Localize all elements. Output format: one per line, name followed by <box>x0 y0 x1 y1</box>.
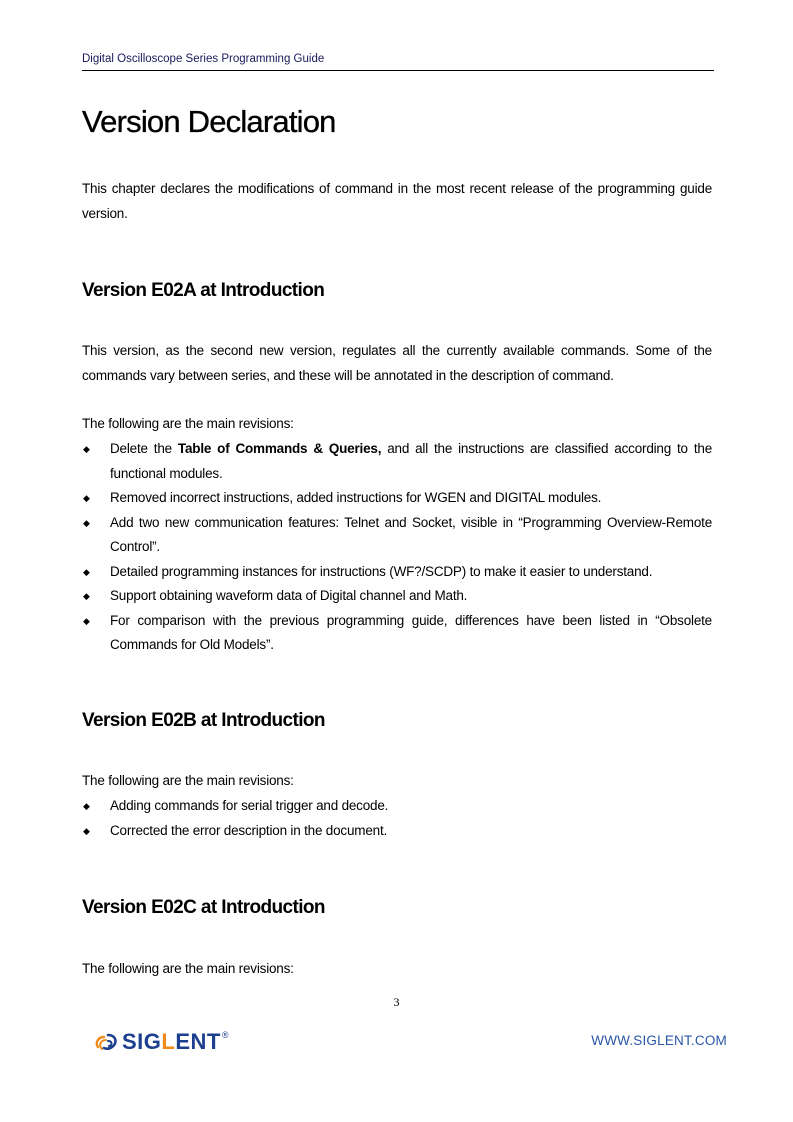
page-header <box>82 51 714 71</box>
section-e02a-revisions-list <box>82 437 712 658</box>
section-heading-e02b: Version E02B at Introduction <box>82 710 325 731</box>
section-e02c-list-intro: The following are the main revisions: <box>82 961 294 976</box>
section-heading-e02c: Version E02C at Introduction <box>82 897 325 918</box>
bullet-diamond-icon: ◆ <box>83 517 90 528</box>
section-e02b-revisions-list <box>82 794 712 843</box>
siglent-swirl-icon <box>94 1031 120 1053</box>
siglent-logo <box>94 1029 229 1055</box>
intro-paragraph: This chapter declares the modifications of command in the most recent release of the programming guide version. <box>82 181 712 221</box>
list-item <box>82 511 712 560</box>
list-item <box>82 560 712 585</box>
list-item-bold-term: Table of Commands & Queries, <box>177 441 382 456</box>
section-e02b-list-intro: The following are the main revisions: <box>82 773 294 788</box>
list-item-text: Support obtaining waveform data of Digital channel and Math. <box>110 588 468 603</box>
list-item-text: Detailed programming instances for instructions (WF?/SCDP) to make it easier to understand. <box>110 563 653 579</box>
page-title: Version Declaration <box>82 104 336 139</box>
list-item <box>82 584 712 609</box>
list-item <box>82 486 712 511</box>
bullet-diamond-icon: ◆ <box>83 566 90 577</box>
header-title: Digital Oscilloscope Series Programming Guide <box>82 53 325 65</box>
section-e02a-paragraph: This version, as the second new version, regulates all the currently available commands. Some of the commands vary between series, and these will be annotated in the description of command. <box>82 343 712 383</box>
bullet-diamond-icon: ◆ <box>83 615 90 626</box>
section-heading-e02a: Version E02A at Introduction <box>82 280 325 301</box>
list-item-text: Add two new communication features: Telnet and Socket, visible in “Programming Overview-Remote Control”. <box>110 514 712 554</box>
bullet-diamond-icon: ◆ <box>83 801 90 811</box>
section-e02a-list-intro: The following are the main revisions: <box>82 416 294 431</box>
bullet-diamond-icon: ◆ <box>83 493 90 503</box>
list-item <box>82 609 712 658</box>
list-item-prefix: Delete the <box>110 441 178 456</box>
page-number: 3 <box>393 995 400 1009</box>
logo-wordmark: SIGLENT <box>122 1029 221 1054</box>
registered-mark: ® <box>221 1030 229 1040</box>
list-item-text: Corrected the error description in the document. <box>110 822 388 838</box>
list-item <box>82 437 712 486</box>
list-item-suffix: and all the instructions are classified according to the functional modules. <box>110 441 712 481</box>
footer-website-link[interactable]: WWW.SIGLENT.COM <box>591 1033 727 1048</box>
bullet-diamond-icon: ◆ <box>83 825 90 836</box>
list-item-text: For comparison with the previous programming guide, differences have been listed in “Obsolete Commands for Old Models”. <box>110 612 712 652</box>
list-item-text: Adding commands for serial trigger and decode. <box>110 798 389 813</box>
list-item <box>82 794 712 819</box>
list-item <box>82 819 712 844</box>
bullet-diamond-icon: ◆ <box>83 591 90 601</box>
list-item-text: Removed incorrect instructions, added instructions for WGEN and DIGITAL modules. <box>110 490 602 505</box>
bullet-diamond-icon: ◆ <box>83 444 90 454</box>
